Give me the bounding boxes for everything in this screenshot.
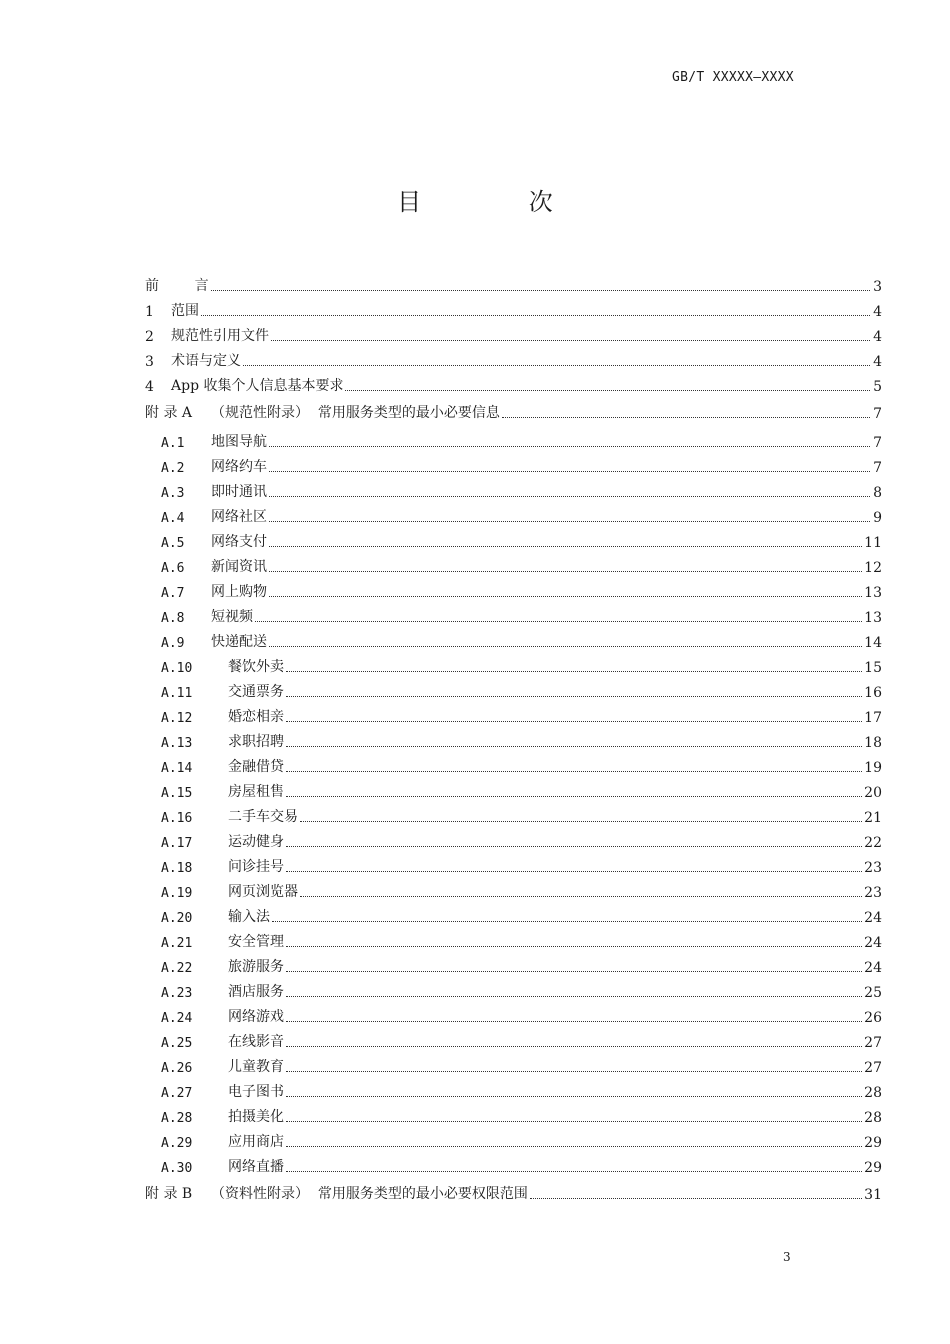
- toc-entry-title: 地图导航: [211, 434, 267, 450]
- toc-entry[interactable]: [161, 701, 882, 726]
- toc-entry[interactable]: [161, 451, 882, 476]
- toc-entry-title: （规范性附录） 常用服务类型的最小必要信息: [211, 405, 500, 421]
- toc-dot-leader: [271, 340, 870, 341]
- toc-entry-number: A.5: [161, 536, 185, 551]
- toc-entry-title: 儿童教育: [228, 1059, 284, 1075]
- toc-entry-page: 4: [873, 304, 882, 320]
- toc-entry[interactable]: [161, 801, 882, 826]
- toc-entry-number: 2: [145, 329, 154, 345]
- toc-entry-title: 房屋租售: [228, 784, 284, 800]
- document-code: GB/T XXXXX—XXXX: [672, 70, 794, 85]
- toc-entry-number: A.16: [161, 811, 193, 826]
- toc-entry-title: 运动健身: [228, 834, 284, 850]
- toc-entry-number: A.11: [161, 686, 193, 701]
- toc-entry-page: 28: [864, 1085, 882, 1101]
- toc-entry[interactable]: [161, 676, 882, 701]
- toc-entry-page: 8: [873, 485, 882, 501]
- toc-entry-number: A.6: [161, 561, 185, 576]
- toc-dot-leader: [286, 721, 862, 722]
- toc-entry-page: 4: [873, 354, 882, 370]
- toc-entry-page: 7: [873, 435, 882, 451]
- toc-entry-title: 应用商店: [228, 1134, 284, 1150]
- toc-entry-title: 求职招聘: [228, 734, 284, 750]
- toc-dot-leader: [269, 596, 862, 597]
- toc-entry-title: 网络直播: [228, 1159, 284, 1175]
- toc-entry[interactable]: [161, 1101, 882, 1126]
- toc-entry-page: 9: [873, 510, 882, 526]
- toc-entry-number: A.10: [161, 661, 193, 676]
- toc-dot-leader: [286, 771, 862, 772]
- toc-entry-page: 27: [864, 1035, 882, 1051]
- toc-entry[interactable]: [161, 1051, 882, 1076]
- toc-entry[interactable]: [161, 876, 882, 901]
- toc-dot-leader: [286, 1171, 862, 1172]
- toc-entry[interactable]: [161, 1026, 882, 1051]
- toc-entry-page: 24: [864, 910, 882, 926]
- toc-entry[interactable]: [161, 526, 882, 551]
- toc-dot-leader: [286, 996, 862, 997]
- toc-entry-page: 24: [864, 960, 882, 976]
- toc-entry-number: A.15: [161, 786, 193, 801]
- toc-entry[interactable]: [161, 851, 882, 876]
- toc-entry-number: A.27: [161, 1086, 193, 1101]
- toc-entry-title: 新闻资讯: [211, 559, 267, 575]
- toc-dot-leader: [502, 417, 870, 418]
- toc-entry-number: A.28: [161, 1111, 193, 1126]
- toc-entry-page: 7: [873, 406, 882, 422]
- toc-entry-number: A.14: [161, 761, 193, 776]
- toc-entry-title: 网络支付: [211, 534, 267, 550]
- toc-entry-page: 13: [864, 610, 882, 626]
- toc-entry-page: 17: [864, 710, 882, 726]
- toc-entry-title: 网上购物: [211, 584, 267, 600]
- toc-entry-title: 交通票务: [228, 684, 284, 700]
- toc-entry-title: 短视频: [211, 609, 253, 625]
- toc-entry[interactable]: [145, 320, 882, 345]
- toc-dot-leader: [286, 1021, 862, 1022]
- toc-entry-title: 网络社区: [211, 509, 267, 525]
- toc-entry-number: A.7: [161, 586, 185, 601]
- toc-entry-number: A.22: [161, 961, 193, 976]
- toc-dot-leader: [286, 971, 862, 972]
- toc-entry-title: 在线影音: [228, 1034, 284, 1050]
- toc-entry-page: 12: [864, 560, 882, 576]
- toc-entry-number: A.9: [161, 636, 185, 651]
- toc-entry-page: 14: [864, 635, 882, 651]
- toc-entry-page: 5: [873, 379, 882, 395]
- toc-entry[interactable]: [161, 976, 882, 1001]
- toc-entry-page: 22: [864, 835, 882, 851]
- toc-entry-page: 29: [864, 1135, 882, 1151]
- toc-entry-number: 3: [145, 354, 154, 370]
- toc-entry-number: A.26: [161, 1061, 193, 1076]
- toc-entry-title: 电子图书: [228, 1084, 284, 1100]
- toc-entry-title: App 收集个人信息基本要求: [171, 378, 344, 394]
- toc-entry-number: A.29: [161, 1136, 193, 1151]
- toc-entry[interactable]: [161, 1126, 882, 1151]
- toc-entry[interactable]: [161, 1076, 882, 1101]
- toc-entry[interactable]: [161, 726, 882, 751]
- toc-dot-leader: [286, 946, 862, 947]
- toc-dot-leader: [269, 546, 862, 547]
- toc-dot-leader: [255, 621, 862, 622]
- toc-entry[interactable]: [161, 626, 882, 651]
- toc-dot-leader: [269, 446, 870, 447]
- page-number: 3: [783, 1250, 791, 1264]
- toc-entry[interactable]: [145, 1178, 882, 1203]
- toc-entry-number: 1: [145, 304, 154, 320]
- toc-entry-number: A.19: [161, 886, 193, 901]
- toc-entry[interactable]: [161, 476, 882, 501]
- toc-entry-page: 7: [873, 460, 882, 476]
- toc-entry-number: A.8: [161, 611, 185, 626]
- toc-entry[interactable]: [161, 1151, 882, 1176]
- toc-entry-title: 规范性引用文件: [171, 328, 269, 344]
- toc-dot-leader: [345, 390, 870, 391]
- toc-entry-title: 输入法: [228, 909, 270, 925]
- toc-entry[interactable]: [161, 551, 882, 576]
- toc-entry-title: 范围: [171, 303, 199, 319]
- toc-entry-number: A.24: [161, 1011, 193, 1026]
- toc-entry-title: 旅游服务: [228, 959, 284, 975]
- toc-dot-leader: [286, 1046, 862, 1047]
- toc-dot-leader: [286, 1146, 862, 1147]
- toc-entry-number: 4: [145, 379, 154, 395]
- toc-entry[interactable]: [145, 270, 882, 295]
- toc-dot-leader: [211, 290, 870, 291]
- toc-entry-number: A.23: [161, 986, 193, 1001]
- toc-entry-page: 24: [864, 935, 882, 951]
- toc-entry[interactable]: [145, 295, 882, 320]
- toc-dot-leader: [300, 896, 862, 897]
- toc-entry-number: A.13: [161, 736, 193, 751]
- toc-entry-page: 19: [864, 760, 882, 776]
- toc-entry-page: 18: [864, 735, 882, 751]
- toc-dot-leader: [300, 821, 862, 822]
- toc-dot-leader: [530, 1198, 862, 1199]
- toc-entry-title: 婚恋相亲: [228, 709, 284, 725]
- toc-entry-title: 金融借贷: [228, 759, 284, 775]
- toc-entry-page: 4: [873, 329, 882, 345]
- toc-entry[interactable]: [161, 576, 882, 601]
- toc-entry-number: 附 录 A: [145, 405, 193, 421]
- toc-entry[interactable]: [161, 1001, 882, 1026]
- toc-dot-leader: [269, 521, 870, 522]
- toc-entry-page: 21: [864, 810, 882, 826]
- toc-entry[interactable]: [145, 345, 882, 370]
- toc-entry[interactable]: [161, 901, 882, 926]
- toc-entry-number: A.4: [161, 511, 185, 526]
- toc-entry-page: 3: [873, 279, 882, 295]
- toc-dot-leader: [243, 365, 870, 366]
- toc-entry-page: 25: [864, 985, 882, 1001]
- toc-entry[interactable]: [161, 501, 882, 526]
- toc-entry-page: 23: [864, 860, 882, 876]
- toc-entry[interactable]: [161, 601, 882, 626]
- toc-entry-page: 29: [864, 1160, 882, 1176]
- toc-entry-page: 11: [864, 535, 882, 551]
- toc-entry-title: 网络游戏: [228, 1009, 284, 1025]
- toc-entry-title: 安全管理: [228, 934, 284, 950]
- toc-dot-leader: [269, 496, 870, 497]
- toc-entry-title: 二手车交易: [228, 809, 298, 825]
- toc-entry[interactable]: [161, 651, 882, 676]
- toc-dot-leader: [286, 671, 862, 672]
- toc-dot-leader: [286, 796, 862, 797]
- toc-entry-page: 16: [864, 685, 882, 701]
- toc-entry[interactable]: [161, 776, 882, 801]
- toc-dot-leader: [286, 1096, 862, 1097]
- toc-entry-title: 网页浏览器: [228, 884, 298, 900]
- toc-entry-number: 附 录 B: [145, 1186, 193, 1202]
- toc-entry-number: A.20: [161, 911, 193, 926]
- toc-dot-leader: [201, 315, 870, 316]
- toc-entry-page: 23: [864, 885, 882, 901]
- toc-entry[interactable]: [145, 397, 882, 422]
- toc-entry-number: A.17: [161, 836, 193, 851]
- toc-dot-leader: [286, 1071, 862, 1072]
- toc-entry-page: 13: [864, 585, 882, 601]
- toc-entry-title: （资料性附录） 常用服务类型的最小必要权限范围: [211, 1186, 528, 1202]
- toc-entry-title: 酒店服务: [228, 984, 284, 1000]
- toc-entry-title: 餐饮外卖: [228, 659, 284, 675]
- toc-entry-page: 27: [864, 1060, 882, 1076]
- toc-entry-page: 31: [864, 1187, 882, 1203]
- toc-dot-leader: [269, 646, 862, 647]
- toc-entry-page: 26: [864, 1010, 882, 1026]
- toc-entry[interactable]: [161, 751, 882, 776]
- toc-entry-title: 网络约车: [211, 459, 267, 475]
- toc-entry-number: A.1: [161, 436, 185, 451]
- toc-entry-number: A.2: [161, 461, 185, 476]
- toc-entry[interactable]: [161, 951, 882, 976]
- toc-entry-number: A.18: [161, 861, 193, 876]
- toc-dot-leader: [286, 1121, 862, 1122]
- toc-list: [145, 270, 882, 1207]
- toc-dot-leader: [269, 571, 862, 572]
- toc-title: 目 次: [397, 188, 603, 216]
- toc-entry-title: 前 言: [145, 278, 209, 294]
- toc-dot-leader: [286, 746, 862, 747]
- toc-entry-title: 即时通讯: [211, 484, 267, 500]
- toc-entry[interactable]: [161, 426, 882, 451]
- toc-dot-leader: [286, 846, 862, 847]
- toc-entry[interactable]: [145, 370, 882, 395]
- toc-entry[interactable]: [161, 926, 882, 951]
- toc-entry-title: 快递配送: [211, 634, 267, 650]
- toc-dot-leader: [269, 471, 870, 472]
- toc-entry-number: A.3: [161, 486, 185, 501]
- toc-entry-page: 15: [864, 660, 882, 676]
- toc-entry-number: A.12: [161, 711, 193, 726]
- toc-entry-title: 问诊挂号: [228, 859, 284, 875]
- toc-entry-title: 拍摄美化: [228, 1109, 284, 1125]
- toc-entry-page: 28: [864, 1110, 882, 1126]
- toc-entry-number: A.21: [161, 936, 193, 951]
- toc-entry-title: 术语与定义: [171, 353, 241, 369]
- toc-dot-leader: [286, 696, 862, 697]
- toc-entry-number: A.25: [161, 1036, 193, 1051]
- toc-entry[interactable]: [161, 826, 882, 851]
- toc-entry-page: 20: [864, 785, 882, 801]
- toc-dot-leader: [272, 921, 862, 922]
- toc-entry-number: A.30: [161, 1161, 193, 1176]
- toc-dot-leader: [286, 871, 862, 872]
